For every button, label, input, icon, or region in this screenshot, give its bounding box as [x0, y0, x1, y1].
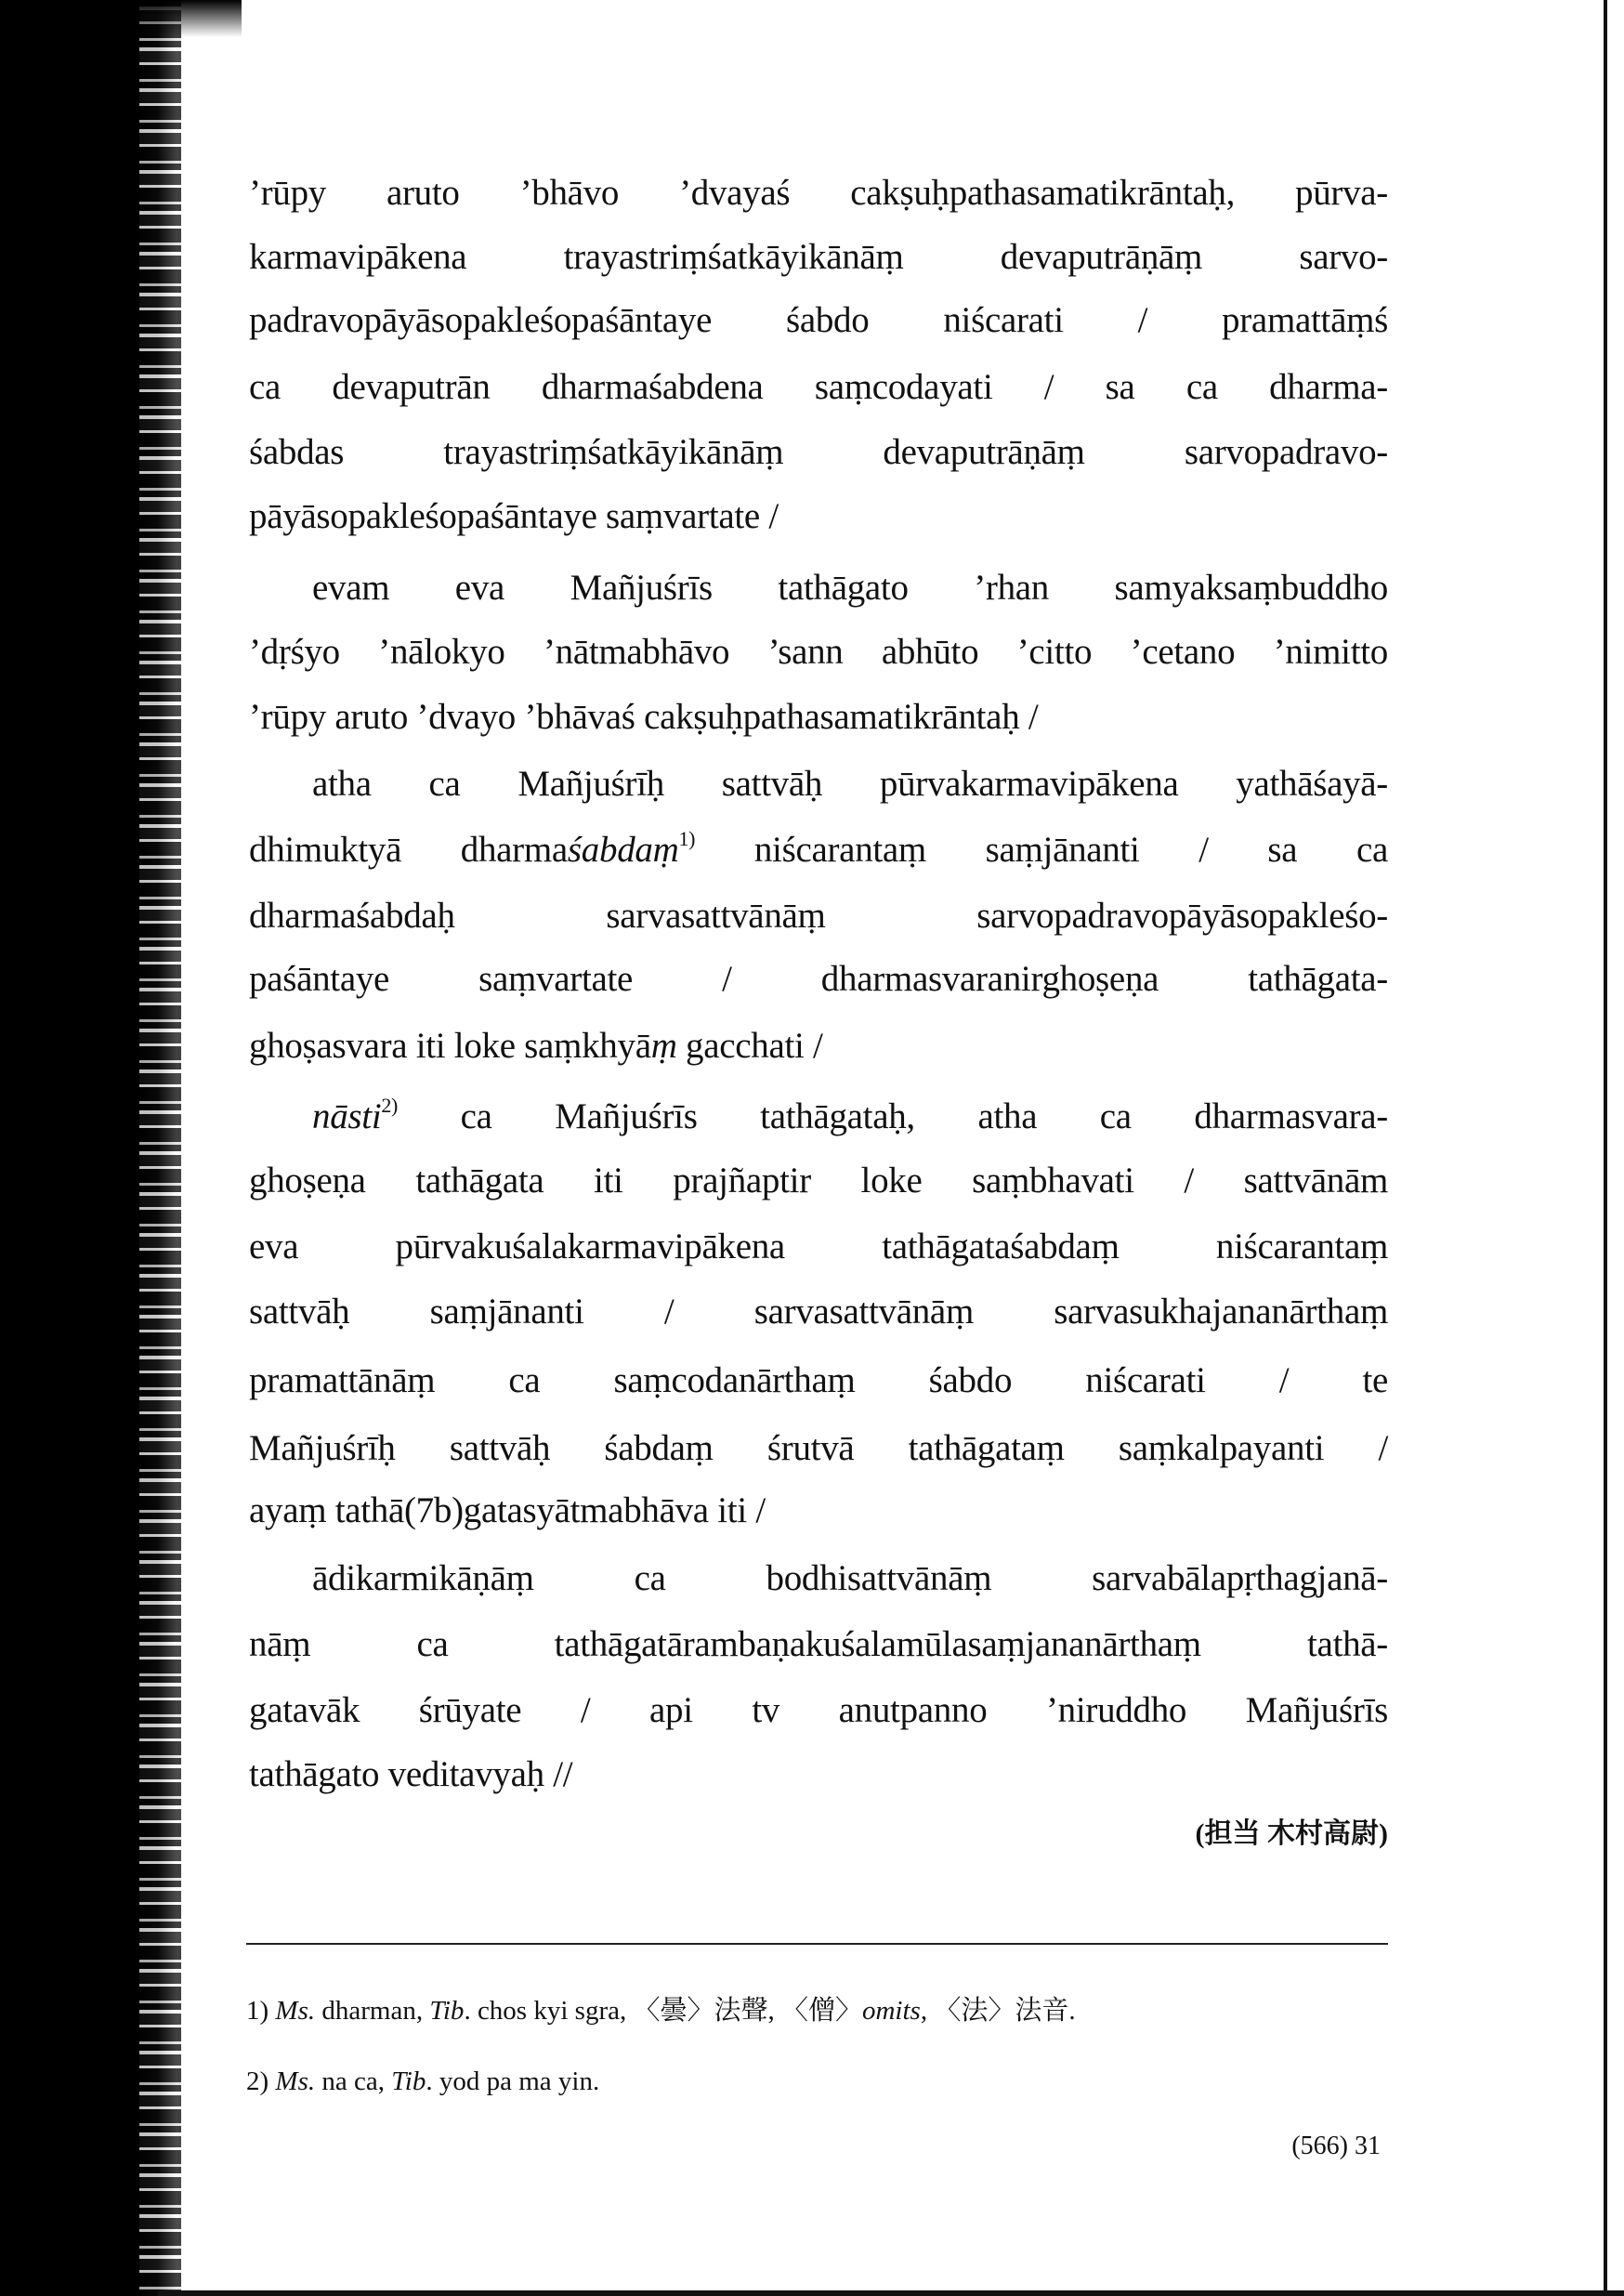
text-line [249, 695, 1388, 740]
text-line [249, 171, 1388, 216]
italic-text: Ms. [275, 1996, 316, 2026]
text-run: padravopāyāsopakleśopaśāntaye śabdo niścarati / pramattāṃś [249, 300, 1388, 340]
text-run: evam eva Mañjuśrīs tathāgato ’rhan samyaksaṃbuddho [312, 568, 1388, 608]
text-run: eva pūrvakuśalakarmavipākena tathāgataśabdaṃ niścarantaṃ [249, 1227, 1388, 1266]
text-run: ’dṛśyo ’nālokyo ’nātmabhāvo ’sann abhūto ’citto ’cetano ’nimitto [249, 632, 1388, 672]
text-line [312, 566, 1388, 610]
italic-text: nāsti [312, 1096, 382, 1136]
text-line [249, 630, 1388, 675]
scan-border-right [1604, 0, 1607, 2296]
scan-border-edge [139, 0, 181, 2296]
text-run: karmavipākena trayastriṃśatkāyikānāṃ devaputrāṇāṃ sarvo- [249, 237, 1388, 277]
text-run: . chos kyi sgra, 〈曇〉法聲, 〈僧〉 [464, 1996, 862, 2026]
text-run: atha ca Mañjuśrīḥ sattvāḥ pūrvakarmavipākena yathāśayā- [312, 764, 1388, 804]
text-run: dharmaśabdaḥ sarvasattvānāṃ sarvopadravopāyāsopakleśo- [249, 896, 1388, 936]
text-run: ādikarmikāṇāṃ ca bodhisattvānāṃ sarvabālapṛthagjanā- [312, 1558, 1388, 1598]
text-line [249, 1622, 1388, 1667]
footnote-divider [246, 1943, 1388, 1945]
italic-text: omits [861, 1996, 921, 2026]
text-run: ’rūpy aruto ’bhāvo ’dvayaś cakṣuḥpathasamatikrāntaḥ, pūrva- [249, 173, 1388, 213]
footnote [246, 2065, 599, 2098]
text-line [312, 762, 1388, 807]
text-run: gacchati / [676, 1026, 823, 1066]
italic-text: Tib [429, 1996, 465, 2026]
text-line [249, 430, 1388, 475]
attribution: (担当 木村高尉) [1195, 1818, 1388, 1849]
text-line [249, 1358, 1388, 1403]
text-line [249, 235, 1388, 280]
footnote [246, 1994, 1076, 2027]
italic-text: ṃ [650, 1026, 677, 1066]
text-run: tathāgato veditavyaḥ // [249, 1754, 573, 1794]
text-run: gatavāk śrūyate / api tv anutpanno ’niruddho Mañjuśrīs [249, 1690, 1388, 1730]
text-line [249, 1225, 1388, 1269]
text-line [249, 1688, 1388, 1733]
text-line [249, 1489, 1388, 1533]
text-run: sattvāḥ saṃjānanti / sarvasattvānāṃ sarvasukhajananārthaṃ [249, 1292, 1388, 1332]
text-line [312, 1095, 1388, 1139]
footnote-number: 2) [246, 2066, 269, 2096]
text-run: niścarantaṃ saṃjānanti / sa ca [695, 830, 1388, 870]
text-line [249, 1426, 1388, 1471]
footnote-ref[interactable]: 1) [678, 827, 696, 850]
footnote-ref[interactable]: 2) [381, 1094, 399, 1117]
text-run: ghoṣeṇa tathāgata iti prajñaptir loke saṃbhavati / sattvānām [249, 1161, 1388, 1200]
text-line [249, 1290, 1388, 1334]
text-line [249, 1024, 1388, 1069]
italic-text: Tib [391, 2066, 426, 2096]
text-line [249, 828, 1388, 872]
text-line [249, 365, 1388, 410]
text-run: nāṃ ca tathāgatārambaṇakuśalamūlasaṃjananārthaṃ tathā- [249, 1624, 1388, 1664]
page-number: (566) 31 [1291, 2132, 1381, 2160]
text-run: dhimuktyā dharma [249, 830, 568, 870]
text-line [249, 1159, 1388, 1203]
text-line [249, 957, 1388, 1002]
text-run: pramattānāṃ ca saṃcodanārthaṃ śabdo niścarati / te [249, 1360, 1388, 1400]
scan-border-bottom [158, 2290, 1624, 2296]
text-line [249, 894, 1388, 938]
text-line [249, 1752, 1388, 1797]
text-run: ca Mañjuśrīs tathāgataḥ, atha ca dharmasvara- [398, 1096, 1388, 1136]
footnote-number: 1) [246, 1996, 269, 2026]
text-run: ghoṣasvara iti loke saṃkhyā [249, 1026, 651, 1066]
text-run: ’rūpy aruto ’dvayo ’bhāvaś cakṣuḥpathasamatikrāntaḥ / [249, 697, 1039, 737]
italic-text: Ms. [275, 2066, 316, 2096]
text-run: ayaṃ tathā(7b)gatasyātmabhāva iti / [249, 1490, 766, 1530]
text-line [249, 298, 1388, 343]
text-run: ca devaputrān dharmaśabdena saṃcodayati / sa ca dharma- [249, 367, 1388, 407]
italic-text: śabdaṃ [567, 830, 679, 870]
text-run: dharman, [315, 1996, 430, 2026]
text-run: pāyāsopakleśopaśāntaye saṃvartate / [249, 496, 779, 536]
text-run: na ca, [315, 2066, 392, 2096]
scan-shadow-top [0, 0, 242, 37]
text-line [249, 494, 1388, 539]
text-run: , 〈法〉法音. [920, 1996, 1076, 2026]
text-run: Mañjuśrīḥ sattvāḥ śabdaṃ śrutvā tathāgataṃ saṃkalpayanti / [249, 1428, 1388, 1468]
text-run: śabdas trayastriṃśatkāyikānāṃ devaputrāṇāṃ sarvopadravo- [249, 432, 1388, 472]
text-run: paśāntaye saṃvartate / dharmasvaranirghoṣeṇa tathāgata- [249, 959, 1388, 999]
text-line [312, 1556, 1388, 1601]
text-run: . yod pa ma yin. [426, 2066, 600, 2096]
